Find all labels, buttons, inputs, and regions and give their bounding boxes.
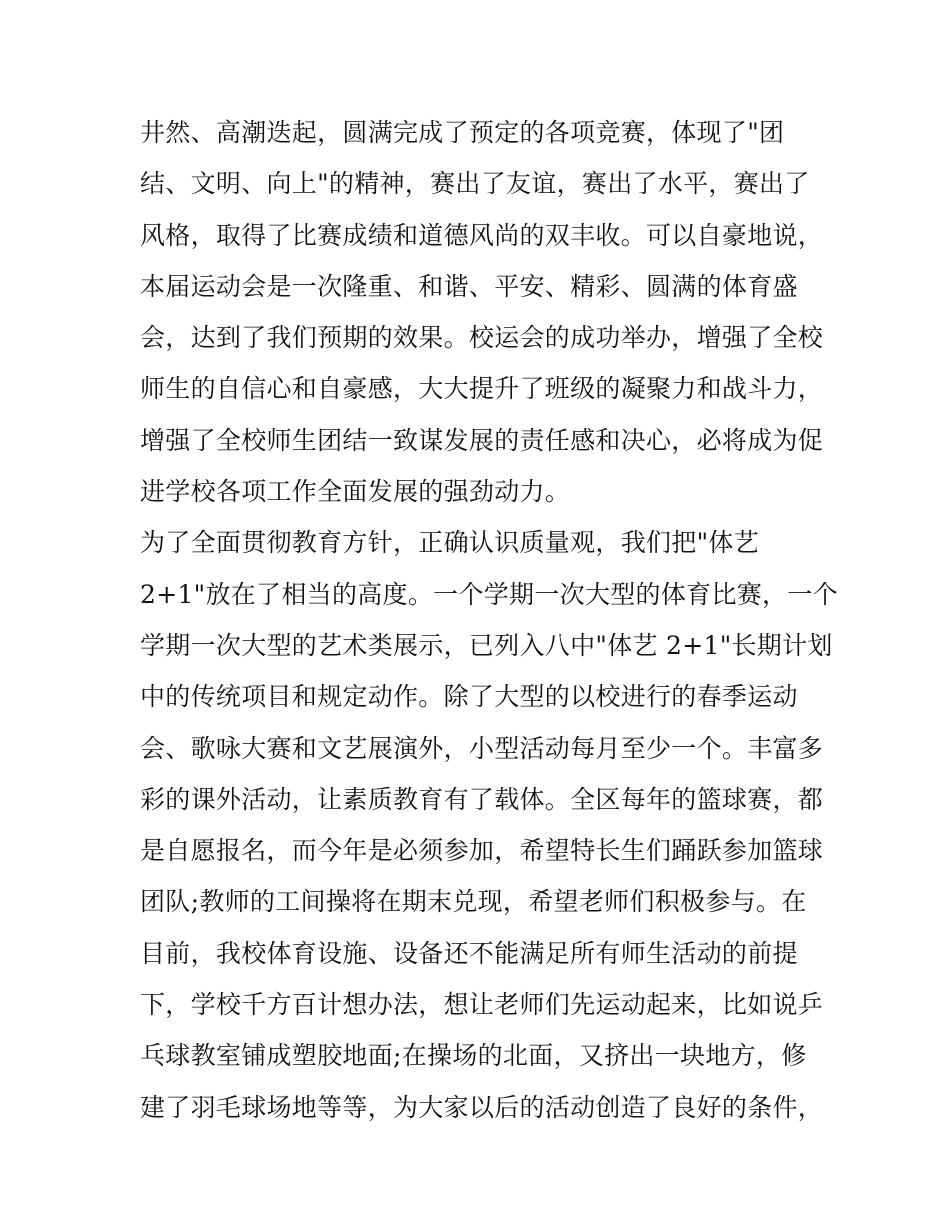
text-line: 下，学校千方百计想办法，想让老师们先运动起来，比如说乒 [140,990,824,1020]
text-line: 为了全面贯彻教育方针，正确认识质量观，我们把"体艺 [140,528,760,558]
text-line: 风格，取得了比赛成绩和道德风尚的双丰收。可以自豪地说， [140,220,824,250]
text-line: 进学校各项工作全面发展的强劲动力。 [140,477,571,507]
text-line: 建了羽毛球场地等等，为大家以后的活动创造了良好的条件， [140,1092,824,1122]
text-line: 是自愿报名，而今年是必须参加，希望特长生们踊跃参加篮球 [140,836,824,866]
text-line: 团队;教师的工间操将在期末兑现，希望老师们积极参与。在 [140,887,807,917]
text-line: 会，达到了我们预期的效果。校运会的成功举办，增强了全校 [140,323,824,353]
text-line: 增强了全校师生团结一致谋发展的责任感和决心，必将成为促 [140,425,824,455]
text-line: 会、歌咏大赛和文艺展演外，小型活动每月至少一个。丰富多 [140,733,824,763]
body-text [140,107,838,1133]
text-line: 乓球教室铺成塑胶地面;在操场的北面，又挤出一块地方，修 [140,1041,807,1071]
text-line: 学期一次大型的艺术类展示，已列入八中"体艺 2+1"长期计划 [140,630,833,660]
text-line: 本届运动会是一次隆重、和谐、平安、精彩、圆满的体育盛 [140,271,798,301]
text-line: 结、文明、向上"的精神，赛出了友谊，赛出了水平，赛出了 [140,169,810,199]
text-line: 中的传统项目和规定动作。除了大型的以校进行的春季运动 [140,682,798,712]
text-line: 师生的自信心和自豪感，大大提升了班级的凝聚力和战斗力， [140,374,824,404]
text-line: 2+1"放在了相当的高度。一个学期一次大型的体育比赛，一个 [140,579,838,609]
text-line: 目前，我校体育设施、设备还不能满足所有师生活动的前提 [140,938,798,968]
text-line: 彩的课外活动，让素质教育有了载体。全区每年的篮球赛，都 [140,784,824,814]
text-line: 井然、高潮迭起，圆满完成了预定的各项竞赛，体现了"团 [140,118,785,147]
